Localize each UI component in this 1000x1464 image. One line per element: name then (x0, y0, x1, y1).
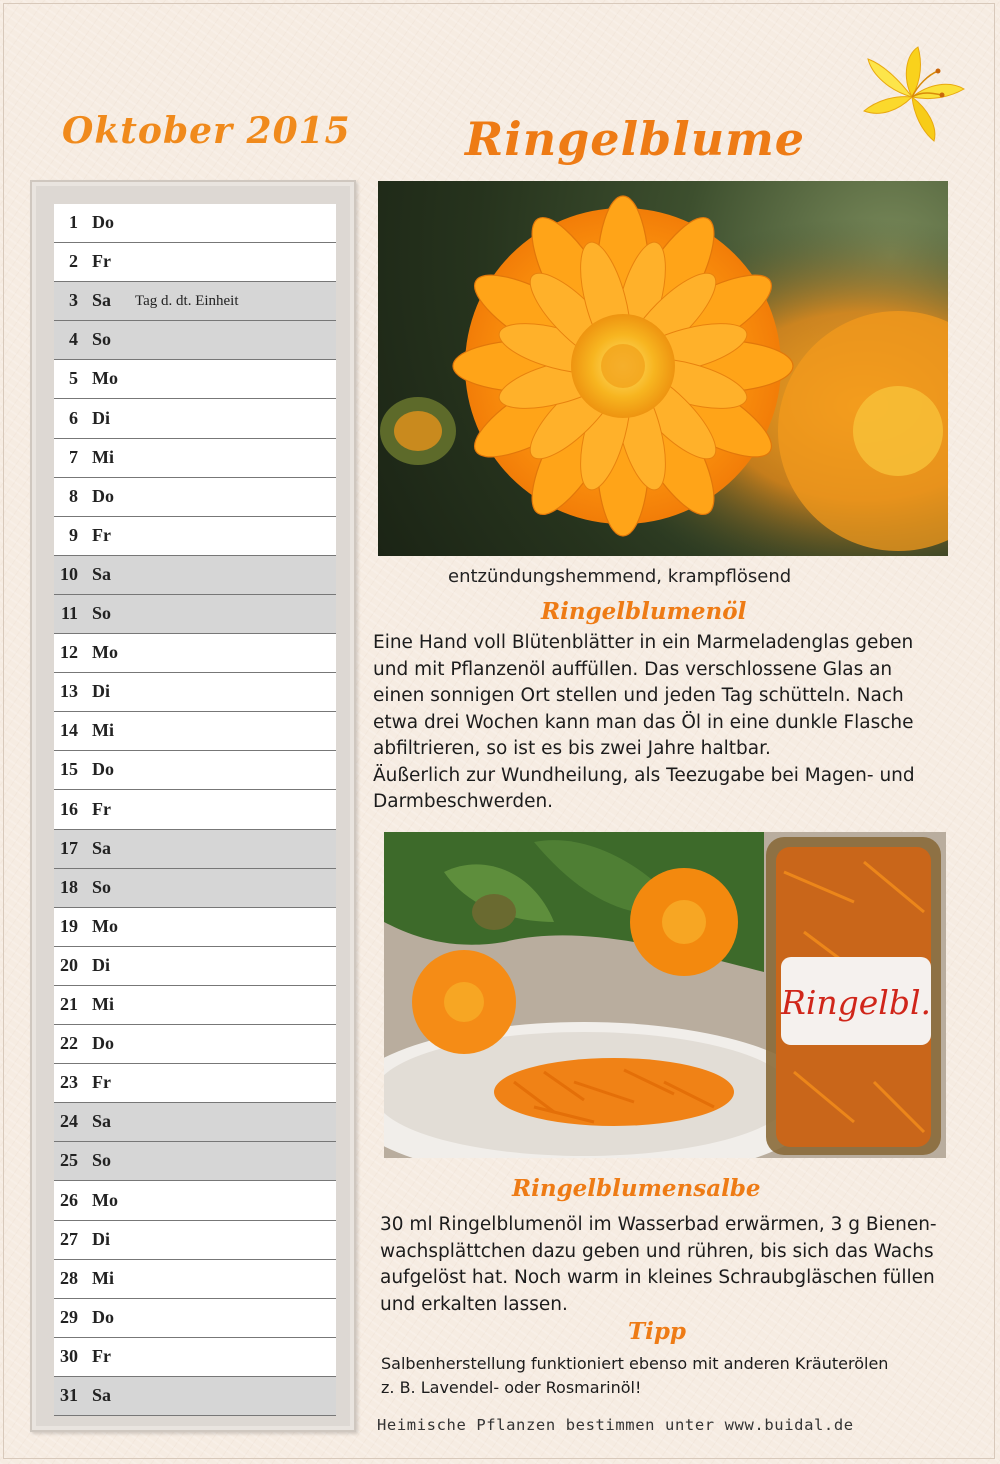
calendar-day-row (54, 321, 336, 360)
calendar-day-row (54, 1182, 336, 1221)
salve-instructions: 30 ml Ringelblumenöl im Wasserbad erwärmen, 3 g Bienen- wachsplättchen dazu geben und rühren, bis sich das Wachs aufgelöst hat. Noch warm in kleines Schraubgläschen füllen und erkalten lassen. (380, 1214, 937, 1315)
jar-label: Ringelbl. (780, 983, 932, 1022)
day-number: 27 (60, 1228, 78, 1249)
calendar-day-row (54, 1377, 336, 1416)
weekday-label: Mi (92, 1267, 114, 1288)
weekday-label: Fr (92, 798, 111, 819)
photo-caption: entzündungshemmend, krampflösend (448, 566, 792, 587)
weekday-label: Sa (92, 1385, 112, 1405)
weekday-label: Do (92, 1033, 114, 1054)
calendar-day-row (54, 1221, 336, 1260)
day-number: 31 (60, 1385, 78, 1405)
weekday-label: So (92, 876, 112, 897)
calendar-day-row (54, 400, 336, 439)
weekday-label: Fr (92, 1072, 111, 1093)
weekday-label: Fr (92, 1345, 111, 1366)
day-number: 23 (60, 1072, 78, 1093)
calendar-day-row (54, 478, 336, 517)
month-title: Oktober 2015 (62, 110, 351, 152)
day-number: 8 (69, 485, 78, 506)
holiday-note: Tag d. dt. Einheit (135, 293, 239, 310)
calendar-day-row (54, 1064, 336, 1103)
weekday-label: Mi (92, 720, 114, 741)
calendar-day-row (54, 908, 336, 947)
calendar-day-row (54, 947, 336, 986)
calendar-day-row (54, 1025, 336, 1064)
day-number: 16 (60, 798, 78, 819)
plant-title: Ringelblume (465, 112, 806, 166)
day-number: 28 (60, 1267, 78, 1288)
day-number: 26 (60, 1189, 78, 1210)
weekday-label: Do (92, 759, 114, 780)
day-number: 2 (69, 251, 78, 272)
tip-title: Tipp (628, 1318, 687, 1345)
day-number: 15 (60, 759, 78, 780)
day-number: 17 (60, 837, 78, 858)
day-number: 22 (60, 1033, 78, 1054)
day-number: 12 (60, 642, 78, 663)
day-number: 4 (69, 329, 78, 350)
weekday-label: Di (92, 954, 110, 975)
calendar-day-row (54, 517, 336, 556)
calendar-day-list (54, 204, 336, 1409)
oil-instructions: Eine Hand voll Blütenblätter in ein Marmeladenglas geben und mit Pflanzenöl auffüllen. Das verschlossene Glas an einen sonnigen Ort stellen und jeden Tag schütteln. Nach etwa drei Wochen kann man das Öl in eine dunkle Flasche abfiltrieren, so ist es bis zwei Jahre haltbar. Äußerlich zur Wundheilung, als Teezugabe bei Magen- und Darmbeschwerden. (373, 632, 915, 812)
weekday-label: So (92, 603, 112, 623)
weekday-label: Mo (92, 1189, 118, 1210)
day-number: 7 (69, 446, 78, 467)
day-number: 25 (60, 1150, 78, 1171)
tip-text: Salbenherstellung funktioniert ebenso mit anderen Kräuterölen z. B. Lavendel- oder Rosmarinöl! (381, 1354, 889, 1397)
weekday-label: Di (92, 1228, 110, 1249)
weekday-label: Di (92, 407, 110, 428)
weekday-label: So (92, 329, 112, 350)
weekday-label: So (92, 1150, 112, 1171)
calendar-panel (30, 180, 356, 1432)
day-number: 19 (60, 915, 78, 936)
day-number: 9 (69, 524, 78, 545)
weekday-label: Fr (92, 251, 111, 272)
calendar-day-row (54, 1260, 336, 1299)
calendar-day-row (54, 869, 336, 908)
calendar-day-row (54, 204, 336, 243)
weekday-label: Do (92, 485, 114, 506)
salve-title: Ringelblumensalbe (512, 1175, 761, 1202)
calendar-day-row (54, 439, 336, 478)
day-number: 18 (60, 876, 78, 897)
calendar-day-row (54, 634, 336, 673)
weekday-label: Mo (92, 368, 118, 389)
calendar-day-row (54, 712, 336, 751)
dried-petals-jar-image (384, 832, 946, 1158)
day-number: 5 (69, 368, 78, 389)
calendar-day-row (54, 673, 336, 712)
calendar-day-row (54, 1103, 336, 1142)
day-number: 29 (60, 1306, 78, 1327)
calendar-day-row (54, 282, 336, 321)
day-number: 21 (60, 994, 78, 1014)
lily-flower-icon (852, 45, 970, 145)
weekday-label: Mi (92, 446, 114, 467)
day-number: 6 (69, 407, 78, 428)
day-number: 1 (69, 212, 78, 232)
oil-title: Ringelblumenöl (541, 598, 747, 625)
calendar-day-row (54, 791, 336, 830)
day-number: 30 (60, 1345, 78, 1366)
weekday-label: Sa (92, 563, 112, 584)
day-number: 24 (60, 1111, 78, 1132)
calendar-day-row (54, 595, 336, 634)
calendar-day-row (54, 1142, 336, 1181)
weekday-label: Di (92, 681, 110, 702)
day-number: 13 (60, 681, 78, 702)
day-number: 20 (60, 954, 78, 975)
day-number: 14 (60, 720, 78, 741)
calendar-day-row (54, 243, 336, 282)
weekday-label: Sa (92, 290, 112, 311)
calendar-day-row (54, 830, 336, 869)
calendula-photo (378, 181, 948, 556)
weekday-label: Mo (92, 915, 118, 936)
calendar-day-row (54, 1338, 336, 1377)
calendula-blossom-image (378, 181, 948, 556)
calendar-day-row (54, 986, 336, 1025)
weekday-label: Do (92, 1306, 114, 1327)
calendar-day-row (54, 360, 336, 399)
weekday-label: Sa (92, 837, 112, 858)
calendar-day-row (54, 751, 336, 790)
weekday-label: Sa (92, 1111, 112, 1132)
weekday-label: Mo (92, 642, 118, 663)
weekday-label: Mi (92, 994, 114, 1014)
day-number: 11 (60, 603, 78, 623)
footer-note: Heimische Pflanzen bestimmen unter www.buidal.de (377, 1416, 854, 1434)
calendar-day-row (54, 1299, 336, 1338)
weekday-label: Do (92, 212, 114, 232)
weekday-label: Fr (92, 524, 111, 545)
day-number: 3 (69, 290, 78, 311)
jar-photo (384, 832, 946, 1158)
calendar-day-row (54, 556, 336, 595)
day-number: 10 (60, 563, 78, 584)
